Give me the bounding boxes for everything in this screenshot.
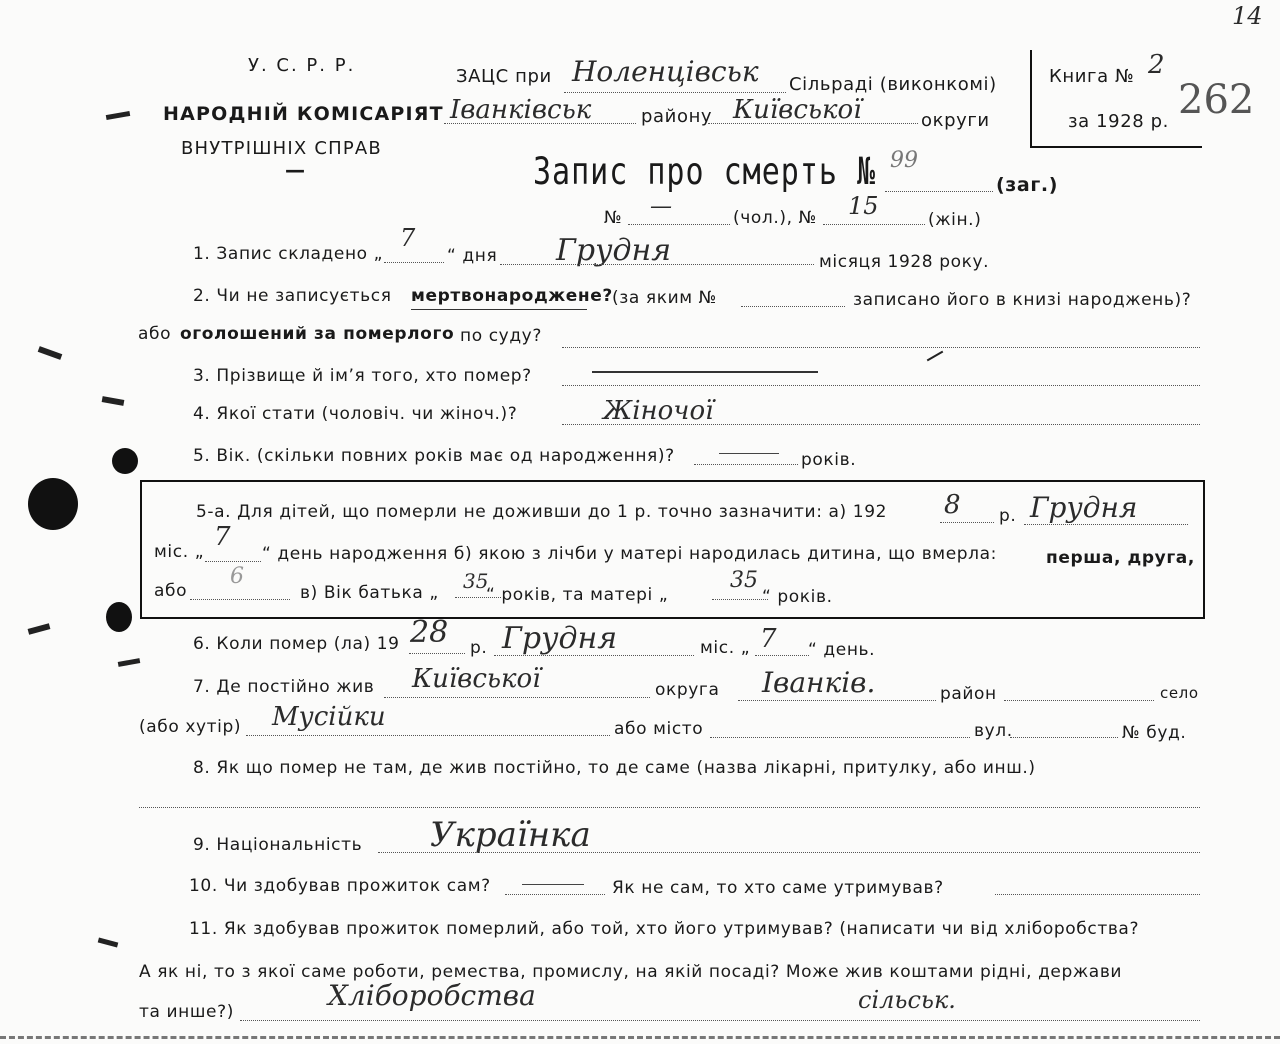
item5-label: 5. Вік. (скільки повних років має од народження)? (193, 446, 675, 466)
item2-underline (411, 309, 587, 310)
book-number-value: 2 (1148, 50, 1165, 80)
district-label: району (641, 106, 713, 127)
council-label: Сільраді (виконкомі) (789, 74, 997, 95)
item3-label: 3. Прізвище й ім’я того, хто помер? (193, 366, 532, 386)
header-internal-affairs: ВНУТРІШНІХ СПРАВ (181, 138, 382, 159)
male-no-value: — (650, 194, 672, 219)
binder-mark (106, 111, 131, 120)
item6-month-value: Грудня (502, 621, 618, 656)
item2-label-d: або (138, 324, 172, 344)
item9-label: 9. Національність (193, 835, 363, 855)
item7-rayon-value: Іванків. (762, 666, 876, 699)
item5-line (694, 464, 798, 465)
record-title: Запис про смерть № (533, 150, 877, 194)
item5a-line3-d: “ років. (762, 587, 833, 607)
binder-mark (28, 623, 51, 634)
header-commissariat: НАРОДНІЙ КОМІСАРІЯТ (163, 103, 444, 125)
item1-label: 1. Запис складено „ (193, 244, 384, 264)
item4-value: Жіночої (603, 396, 714, 426)
item2-stillborn: мертвонароджене? (411, 286, 613, 306)
item6-label: 6. Коли помер (ла) 19 (193, 634, 400, 654)
item5a-order-line (190, 599, 290, 600)
district-line (444, 123, 636, 124)
item10-dash (522, 884, 584, 885)
item5a-line3-c: “ років, та матері „ (486, 585, 669, 605)
item7-street-line (1010, 737, 1118, 738)
item6-label-d: “ день. (808, 640, 876, 660)
item7-selo-line (1004, 700, 1154, 701)
item11-line (240, 1020, 1200, 1021)
zacs-label: ЗАЦС при (456, 66, 552, 87)
book-label: Книга № (1049, 66, 1135, 87)
item5a-day-line (205, 561, 261, 562)
item5a-year-value: 8 (944, 490, 961, 520)
item11-line2: А як ні, то з якої саме роботи, ремества, промислу, на якій посаді? Може жив коштами рідні, держави (139, 962, 1123, 982)
item1-day-value: 7 (400, 224, 416, 252)
item2-label-b: (за яким № (612, 288, 717, 308)
item10-self-line (505, 894, 605, 895)
book-box (1030, 50, 1202, 148)
female-no-value: 15 (848, 192, 879, 220)
item6-day-line (755, 655, 809, 656)
item7-okruha-value: Київської (412, 664, 541, 694)
item3-line (562, 385, 1200, 386)
item5a-month-line (1024, 524, 1188, 525)
okruha-line (708, 123, 918, 124)
binder-hole (106, 602, 132, 632)
item7-okruha-line (384, 697, 650, 698)
item7-rayon-line (738, 700, 936, 701)
item7-label-b: округа (655, 680, 720, 700)
binder-hole (28, 478, 78, 530)
item2-label-c: записано його в книзі народжень)? (853, 290, 1192, 310)
item1-month-value: Грудня (556, 233, 672, 268)
item9-line (378, 852, 1200, 853)
item8-label: 8. Як що помер не там, де жив постійно, то де саме (назва лікарні, притулку, або инш.) (193, 758, 1036, 778)
item5-dash (719, 453, 779, 454)
item7-village-line (246, 735, 610, 736)
item5a-line1: 5-а. Для дітей, що померли не доживши до 1 р. точно зазначити: а) 192 (196, 502, 888, 522)
book-year: за 1928 р. (1068, 111, 1170, 132)
item5-label-b: років. (801, 450, 857, 470)
item4-label: 4. Якої стати (чоловіч. чи жіноч.)? (193, 404, 518, 424)
male-label: (чол.), № (733, 208, 817, 228)
village-value: Ноленцівськ (572, 55, 759, 88)
item3-dash (592, 371, 818, 373)
okruha-label: округи (921, 110, 990, 131)
item5a-mother-age-value: 35 (730, 568, 758, 593)
item5a-father-age-value: 35 (463, 569, 489, 593)
item7-label: 7. Де постійно жив (193, 677, 375, 697)
header-usrr: У. С. Р. Р. (248, 55, 356, 76)
item7-city-line (710, 737, 970, 738)
village-line (564, 92, 786, 93)
district-value: Іванківськ (450, 95, 592, 125)
binder-mark (118, 658, 141, 667)
header-dash: — (285, 158, 306, 182)
item5a-month-value: Грудня (1030, 491, 1138, 524)
okruha-value: Київської (733, 95, 862, 125)
male-no-line (628, 224, 730, 225)
item5a-year-r: р. (999, 506, 1017, 526)
binder-hole (112, 448, 138, 474)
item7-label-d: село (1160, 684, 1199, 702)
binder-mark (102, 396, 125, 406)
item6-label-b: р. (470, 638, 488, 658)
record-number-value: 99 (890, 148, 918, 173)
archive-number: 262 (1178, 77, 1255, 123)
record-suffix: (заг.) (996, 174, 1058, 196)
female-no-line (823, 224, 925, 225)
female-label: (жін.) (928, 210, 982, 230)
item10-who-line (995, 894, 1200, 895)
item11-value-2: сільськ. (858, 986, 956, 1014)
item2-number-line (741, 306, 845, 307)
item5a-line2-b: “ день народження б) якою з лічби у матері народилась дитина, що вмерла: (262, 544, 997, 564)
item2-court-line (562, 347, 1200, 348)
item7-village-value: Мусійки (272, 702, 386, 732)
item11-line3: та инше?) (139, 1002, 234, 1022)
male-no-label: № (604, 208, 623, 228)
item2-label-e: по суду? (460, 326, 542, 346)
item4-line (562, 424, 1200, 425)
page-number: 14 (1232, 2, 1263, 30)
item6-year-value: 28 (410, 615, 449, 650)
item11-line1: 11. Як здобував прожиток померлий, або той, хто його утримував? (написати чи від хліборобства? (189, 919, 1140, 939)
item5a-day-value: 7 (214, 522, 231, 552)
item1-day-line (384, 262, 444, 263)
item5a-line2: міс. „ (154, 542, 205, 562)
item5a-mother-age-line (712, 599, 768, 600)
item1-month-line (500, 264, 814, 265)
item6-day-value: 7 (760, 624, 777, 654)
bottom-border (0, 1036, 1280, 1039)
item10-label-b: Як не сам, то хто саме утримував? (612, 878, 944, 898)
item7-label-f: або місто (614, 719, 704, 739)
item2-declared-dead: оголошений за померлого (180, 324, 455, 344)
item1-label-b: “ дня (447, 246, 498, 266)
item8-line (139, 807, 1200, 808)
item5a-year-line (940, 522, 994, 523)
item6-month-line (494, 655, 694, 656)
binder-mark (98, 937, 119, 947)
record-number-line (885, 191, 993, 192)
item5a-order-options: перша, друга, (1046, 548, 1195, 568)
item7-label-h: № буд. (1122, 723, 1187, 743)
item9-value: Українка (430, 815, 591, 855)
item6-label-c: міс. „ (700, 638, 751, 658)
item2-label: 2. Чи не записується (193, 286, 392, 306)
item7-label-c: район (940, 684, 997, 704)
item5a-line3-b: в) Вік батька „ (300, 583, 439, 603)
item10-label: 10. Чи здобував прожиток сам? (189, 876, 491, 896)
item1-label-c: місяця 1928 року. (819, 252, 990, 272)
item5a-order-value: 6 (230, 564, 244, 589)
item7-label-e: (або хутір) (139, 717, 242, 737)
item7-label-g: вул. (974, 721, 1013, 741)
item5a-line3: або (154, 581, 188, 601)
binder-mark (38, 346, 63, 360)
item6-year-line (409, 653, 465, 654)
item11-value: Хліборобства (328, 979, 536, 1012)
item2-strike-mark (927, 351, 944, 362)
